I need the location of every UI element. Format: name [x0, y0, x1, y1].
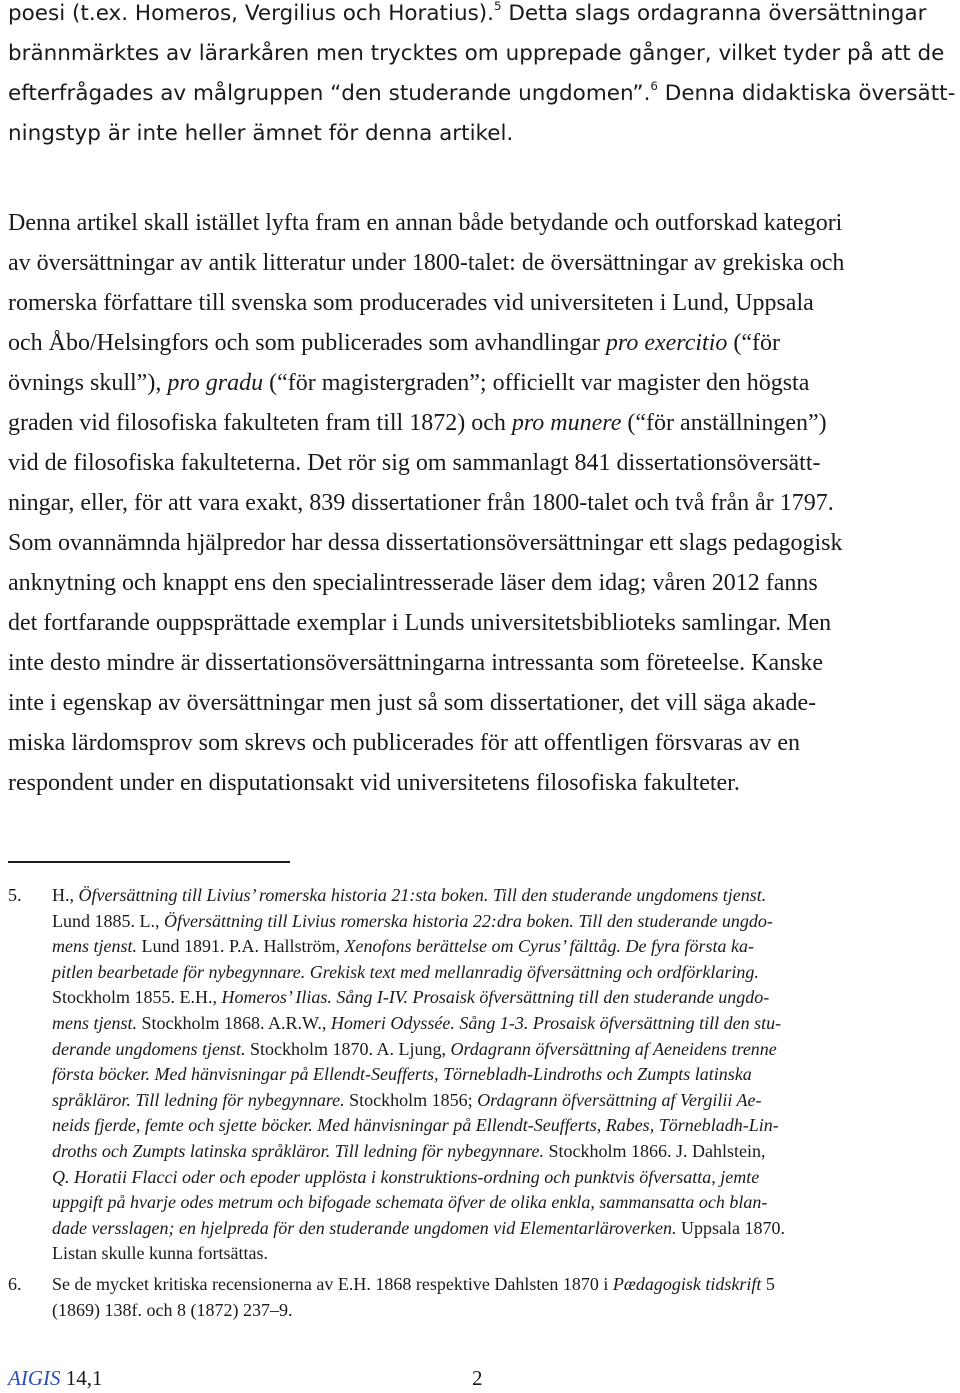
- footnote-line: [52, 1062, 958, 1088]
- body-line: av översättningar av antik litteratur under 1800-talet: de översättningar av grekiska och: [8, 250, 845, 276]
- fn-title: neids fjerde, femte och sjette böcker. Med hänvisningar på Ellendt-Seufferts, Rabes, Törnebladh-Lin-: [52, 1115, 779, 1136]
- body-line: [8, 403, 958, 443]
- footnote-line: [52, 960, 958, 986]
- fn-text: Stockholm 1855. E.H.,: [52, 987, 222, 1008]
- intro-line-2: brännmärktes av lärarkåren men trycktes om upprepade gånger, vilket tyder på att de: [8, 41, 945, 66]
- body-line: Som ovannämnda hjälpredor har dessa dissertationsöversättningar ett slags pedagogisk: [8, 530, 843, 556]
- intro-text: poesi (t.ex. Homeros, Vergilius och Horatius).: [8, 1, 494, 26]
- body-line: vid de filosofiska fakulteterna. Det rör sig om sammanlagt 841 dissertationsöversätt-: [8, 450, 821, 476]
- fn-title: Pædagogisk tidskrift: [612, 1274, 762, 1294]
- fn-text: H.,: [52, 885, 79, 905]
- fn-text: Se de mycket kritiska recensionerna av E.H. 1868 respektive Dahlsten 1870 i: [52, 1274, 613, 1294]
- fn-title: Homeri Odyssée. Sång 1-3. Prosaisk öfversättning till den stu-: [330, 1013, 782, 1033]
- body-line: [8, 323, 958, 363]
- body-line: romerska författare till svenska som producerades vid universiteten i Lund, Uppsala: [8, 290, 814, 316]
- body-text: graden vid filosofiska fakulteten fram till 1872) och: [8, 410, 512, 436]
- body-text: (“för magistergraden”; officiellt var magister den högsta: [263, 370, 810, 396]
- journal-footer: [8, 1366, 102, 1391]
- body-line: miska lärdomsprov som skrevs och publicerades för att offentligen försvaras av en: [8, 730, 800, 756]
- footnote-line: [52, 1190, 958, 1216]
- fn-text: Uppsala 1870.: [676, 1217, 785, 1238]
- body-line: inte desto mindre är dissertationsöversättningarna intressanta som företeelse. Kanske: [8, 650, 824, 676]
- fn-title: pitlen bearbetade för nybegynnare. Grekisk text med mellanradig öfversättning och ordförklaring.: [52, 961, 759, 982]
- fn-title: Öfversättning till Livius’ romerska historia 21:sta boken. Till den studerande ungdomens tjenst.: [78, 885, 767, 905]
- footnote-ref-5[interactable]: 5: [494, 0, 502, 13]
- fn-text: Stockholm 1870. A. Ljung,: [245, 1038, 451, 1059]
- footnote-line: [52, 1165, 958, 1191]
- fn-text: Stockholm 1866. J. Dahlstein,: [544, 1141, 766, 1161]
- footnote-line: [52, 883, 958, 909]
- fn-title: Homeros’ Ilias. Sång I-IV. Prosaisk öfversättning till den studerande ungdo-: [221, 987, 770, 1008]
- latin-term: pro munere: [511, 410, 622, 436]
- fn-title: språkläror. Till ledning för nybegynnare.: [52, 1089, 345, 1110]
- footnote-line: [52, 1088, 958, 1114]
- body-line: Denna artikel skall istället lyfta fram en annan både betydande och outforskad kategori: [8, 210, 843, 236]
- fn-title: mens tjenst.: [52, 1013, 137, 1033]
- footnote-ref-6[interactable]: 6: [650, 78, 658, 93]
- fn-title: dade versslagen; en hjelpreda för den studerande ungdomen vid Elementarläroverken.: [52, 1217, 677, 1238]
- fn-title: Ordagrann öfversättning af Aeneidens trenne: [450, 1038, 777, 1059]
- fn-title: första böcker. Med hänvisningar på Ellendt-Seufferts, Törnebladh-Lindroths och Zumpts latinska: [52, 1064, 752, 1085]
- latin-term: pro exercitio: [605, 330, 728, 356]
- footnote-line: Listan skulle kunna fortsättas.: [52, 1243, 268, 1264]
- body-line: inte i egenskap av översättningar men just så som dissertationer, det vill säga akade-: [8, 690, 817, 716]
- fn-title: Öfversättning till Livius romerska historia 22:dra boken. Till den studerande ungdo-: [164, 910, 773, 931]
- footnote-line: [52, 1139, 958, 1165]
- fn-title: droths och Zumpts latinska språkläror. Till ledning för nybegynnare.: [52, 1141, 545, 1161]
- fn-title: Xenofons berättelse om Cyrus’ fälttåg. De fyra första ka-: [344, 936, 754, 957]
- footnote-line: [52, 985, 958, 1011]
- footnote-line: [52, 1113, 958, 1139]
- body-line: anknytning och knappt ens den specialintresserade läser dem idag; våren 2012 fanns: [8, 570, 818, 596]
- fn-title: Q. Horatii Flacci oder och epoder upplösta i konstruktions-ordning och punktvis öfversatta, jemte: [52, 1166, 760, 1187]
- body-text: (“för anställningen”): [621, 410, 827, 436]
- fn-title: Ordagrann öfversättning af Vergilii Ae-: [477, 1089, 762, 1110]
- intro-text: efterfrågades av målgruppen “den studerande ungdomen”.: [8, 81, 651, 106]
- footnote-separator: [8, 861, 290, 863]
- intro-text: Detta slags ordagranna översättningar: [501, 1, 927, 26]
- fn-text: Lund 1885. L.,: [52, 910, 164, 931]
- body-line: respondent under en disputationsakt vid universitetens filosofiska fakulteter.: [8, 770, 740, 796]
- footnote-line: [52, 1037, 958, 1063]
- footnote-number-6: 6.: [8, 1274, 22, 1294]
- footnote-number-5: 5.: [8, 885, 22, 905]
- intro-line-4: ningstyp är inte heller ämnet för denna artikel.: [8, 121, 514, 146]
- fn-title: mens tjenst.: [52, 936, 137, 957]
- intro-text: Denna didaktiska översätt-: [657, 81, 956, 106]
- body-text: (“för: [727, 330, 781, 356]
- body-line: [8, 363, 958, 403]
- fn-text: Lund 1891. P.A. Hallström,: [137, 936, 345, 957]
- footnote-line: (1869) 138f. och 8 (1872) 237–9.: [52, 1299, 293, 1320]
- body-text: och Åbo/Helsingfors och som publicerades som avhandlingar: [8, 330, 606, 356]
- fn-title: uppgift på hvarje odes metrum och bifogade schemata öfver de olika enkla, sammansatta och blan-: [52, 1192, 768, 1213]
- fn-text: Stockholm 1856;: [344, 1089, 478, 1110]
- body-text: övnings skull”),: [8, 370, 168, 396]
- footnote-line: [52, 1011, 958, 1037]
- fn-title: derande ungdomens tjenst.: [52, 1038, 246, 1059]
- footnote-line: [52, 909, 958, 935]
- footnote-line: [52, 934, 958, 960]
- journal-volume: 14,1: [60, 1366, 103, 1390]
- latin-term: pro gradu: [167, 370, 264, 396]
- intro-line-3: [8, 74, 958, 114]
- body-line: ningar, eller, för att vara exakt, 839 dissertationer från 1800-talet och två från år 1797.: [8, 490, 834, 516]
- intro-line-1: [8, 0, 958, 34]
- footnote-line: [52, 1216, 958, 1242]
- footnote-line: [52, 1272, 958, 1298]
- journal-link[interactable]: AIGIS: [8, 1366, 61, 1390]
- body-line: det fortfarande ouppsprättade exemplar i Lunds universitetsbiblioteks samlingar. Men: [8, 610, 832, 636]
- fn-text: Stockholm 1868. A.R.W.,: [137, 1013, 331, 1033]
- fn-text: 5: [761, 1274, 775, 1294]
- page-number: 2: [472, 1366, 483, 1390]
